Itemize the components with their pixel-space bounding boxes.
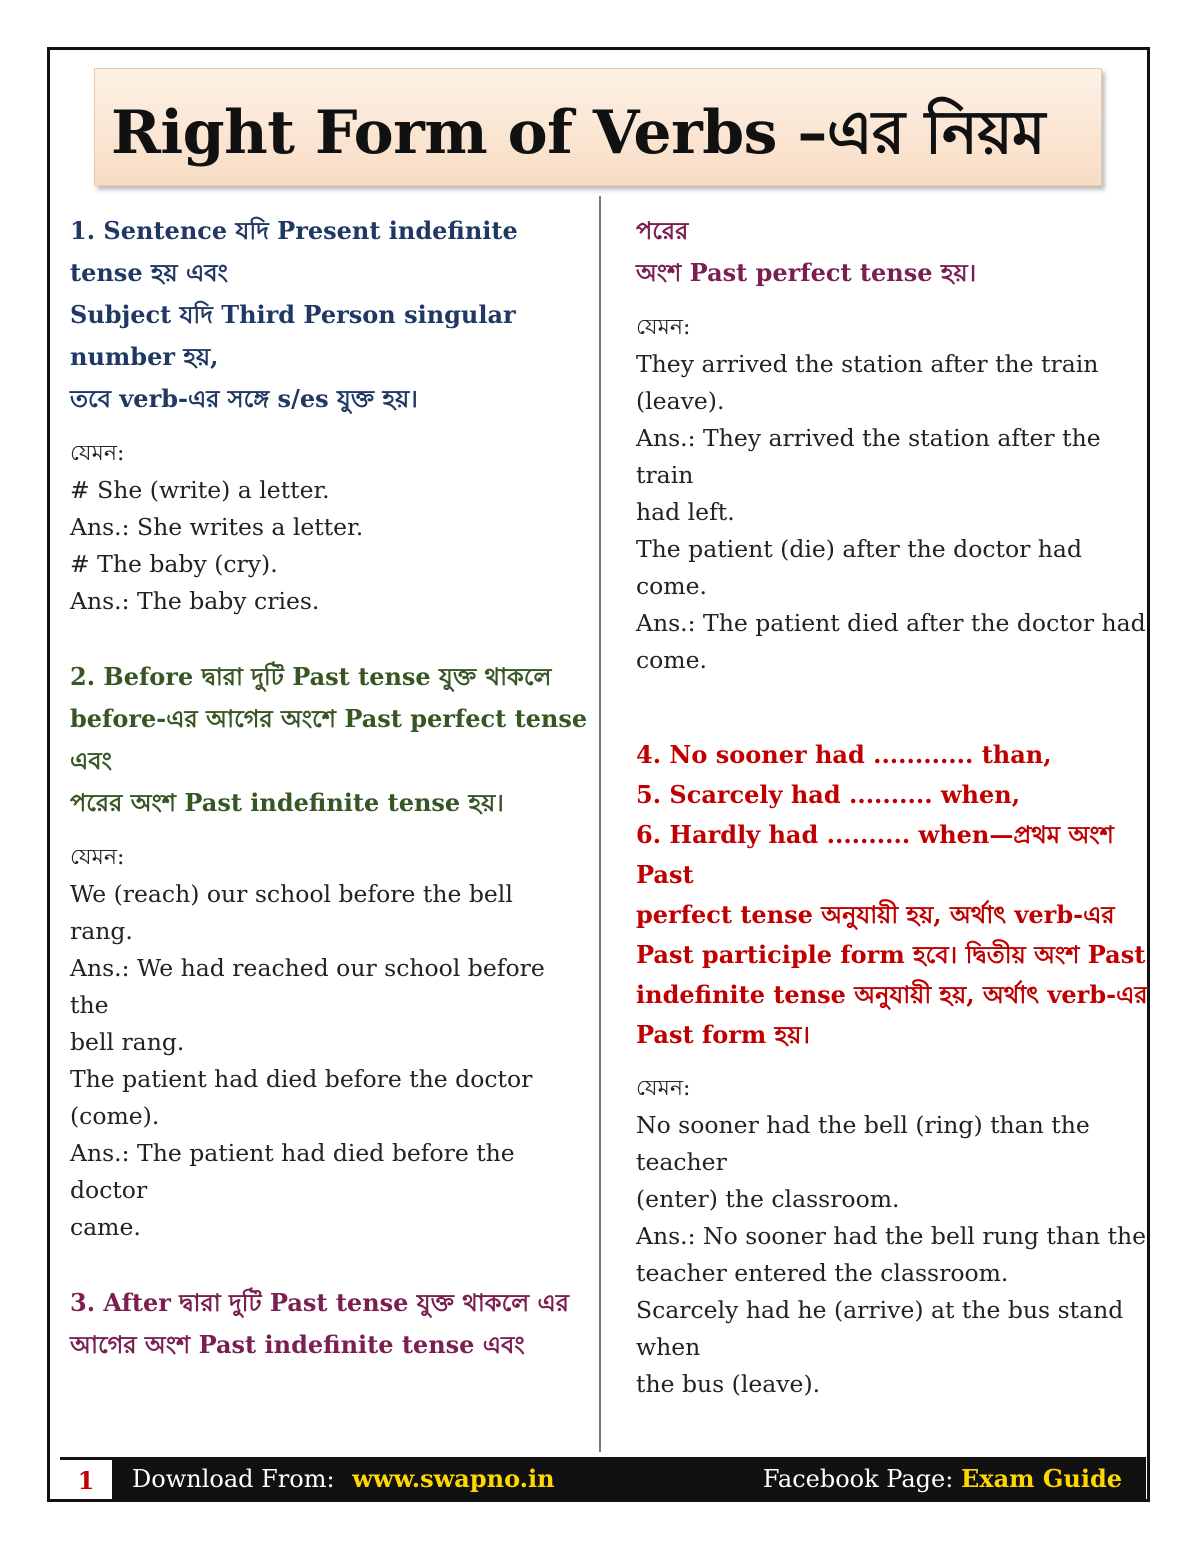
- download-label: Download From:: [132, 1465, 335, 1493]
- left-column: [70, 210, 588, 1366]
- rule-line: before-এর আগের অংশে Past perfect tense: [70, 704, 588, 733]
- example-line: come.: [636, 572, 707, 600]
- rule-line: Past: [636, 860, 694, 889]
- example-line: the: [70, 991, 109, 1019]
- rule-line: 4. No sooner had ............ than,: [636, 740, 1052, 769]
- example-line: Ans.: No sooner had the bell rung than the: [636, 1222, 1147, 1250]
- rule-3-continued: [636, 210, 1136, 294]
- rule-line: Past form হয়।: [636, 1020, 810, 1049]
- rule-line: indefinite tense অনুযায়ী হয়, অর্থাৎ verb-এর: [636, 980, 1148, 1009]
- download-info: [132, 1464, 555, 1493]
- rule-line: 1. Sentence যদি Present indefinite: [70, 216, 518, 245]
- example-line: came.: [70, 1213, 141, 1241]
- page-title: Right Form of Verbs –এর নিয়ম: [111, 98, 1046, 168]
- rule-line: 2. Before দ্বারা দুটি Past tense যুক্ত থাকলে: [70, 662, 552, 691]
- rule-1: [70, 210, 575, 420]
- example-line: (enter) the classroom.: [636, 1185, 900, 1213]
- example-label: যেমন:: [636, 1076, 691, 1101]
- example-line: They arrived the station after the train: [636, 350, 1099, 378]
- example-line: bell rang.: [70, 1028, 185, 1056]
- example-line: when: [636, 1333, 701, 1361]
- facebook-label: Facebook Page:: [762, 1465, 954, 1493]
- page-number: 1: [77, 1466, 95, 1495]
- rule-line: আগের অংশ Past indefinite tense এবং: [70, 1330, 525, 1359]
- example-line: (come).: [70, 1102, 160, 1130]
- rule-line: এবং: [70, 746, 112, 775]
- rule-2: [70, 656, 588, 824]
- example-line: doctor: [70, 1176, 148, 1204]
- example-line: Ans.: The patient died after the doctor had: [636, 609, 1146, 637]
- facebook-info: [763, 1464, 1122, 1493]
- rule-line: অংশ Past perfect tense হয়।: [636, 258, 977, 287]
- example-line: Ans.: The baby cries.: [70, 587, 320, 615]
- title-banner: [94, 68, 1102, 186]
- example-line: had left.: [636, 498, 735, 526]
- rule-2-examples: [70, 876, 575, 1246]
- example-line: We (reach) our school before the bell: [70, 880, 513, 908]
- footer-bar: [60, 1457, 1146, 1499]
- example-line: # The baby (cry).: [70, 550, 278, 578]
- rule-3: [70, 1282, 575, 1366]
- rule-line: পরের অংশ Past indefinite tense হয়।: [70, 788, 504, 817]
- website-link[interactable]: www.swapno.in: [352, 1464, 555, 1493]
- rule-line: perfect tense অনুযায়ী হয়, অর্থাৎ verb-এর: [636, 900, 1115, 929]
- example-line: Scarcely had he (arrive) at the bus stand: [636, 1296, 1124, 1324]
- rule-line: 6. Hardly had .......... when—প্রথম অংশ: [636, 820, 1114, 849]
- example-line: teacher entered the classroom.: [636, 1259, 1009, 1287]
- rule-line: 5. Scarcely had .......... when,: [636, 780, 1021, 809]
- rule-3-examples: [636, 346, 1146, 679]
- facebook-page-link[interactable]: Exam Guide: [960, 1464, 1122, 1493]
- rule-line: Past participle form হবে। দ্বিতীয় অংশ Past: [636, 940, 1146, 969]
- rule-line: পরের: [636, 216, 689, 245]
- example-line: The patient (die) after the doctor had: [636, 535, 1082, 563]
- column-divider: [599, 196, 601, 1452]
- rule-line: তবে verb-এর সঙ্গে s/es যুক্ত হয়।: [70, 384, 418, 413]
- rule-4-examples: [636, 1107, 1147, 1403]
- example-line: come.: [636, 646, 707, 674]
- example-label: যেমন:: [70, 441, 125, 466]
- rule-line: number হয়,: [70, 342, 219, 371]
- example-line: Ans.: The patient had died before the: [70, 1139, 515, 1167]
- example-line: (leave).: [636, 387, 725, 415]
- example-line: No sooner had the bell (ring) than the: [636, 1111, 1090, 1139]
- example-line: Ans.: We had reached our school before: [70, 954, 545, 982]
- example-line: Ans.: She writes a letter.: [70, 513, 364, 541]
- example-line: The patient had died before the doctor: [70, 1065, 533, 1093]
- rule-4-6: [636, 735, 1148, 1055]
- rule-line: tense হয় এবং: [70, 258, 228, 287]
- rule-line: Subject যদি Third Person singular: [70, 300, 516, 329]
- page-number-box: [60, 1457, 112, 1499]
- example-label: যেমন:: [70, 845, 125, 870]
- right-column: [636, 210, 1148, 1403]
- example-line: Ans.: They arrived the station after the: [636, 424, 1101, 452]
- example-line: the bus (leave).: [636, 1370, 821, 1398]
- example-line: teacher: [636, 1148, 727, 1176]
- example-line: rang.: [70, 917, 133, 945]
- example-line: # She (write) a letter.: [70, 476, 330, 504]
- rule-line: 3. After দ্বারা দুটি Past tense যুক্ত থাকলে এর: [70, 1288, 569, 1317]
- example-line: train: [636, 461, 694, 489]
- example-label: যেমন:: [636, 315, 691, 340]
- rule-1-examples: [70, 472, 575, 620]
